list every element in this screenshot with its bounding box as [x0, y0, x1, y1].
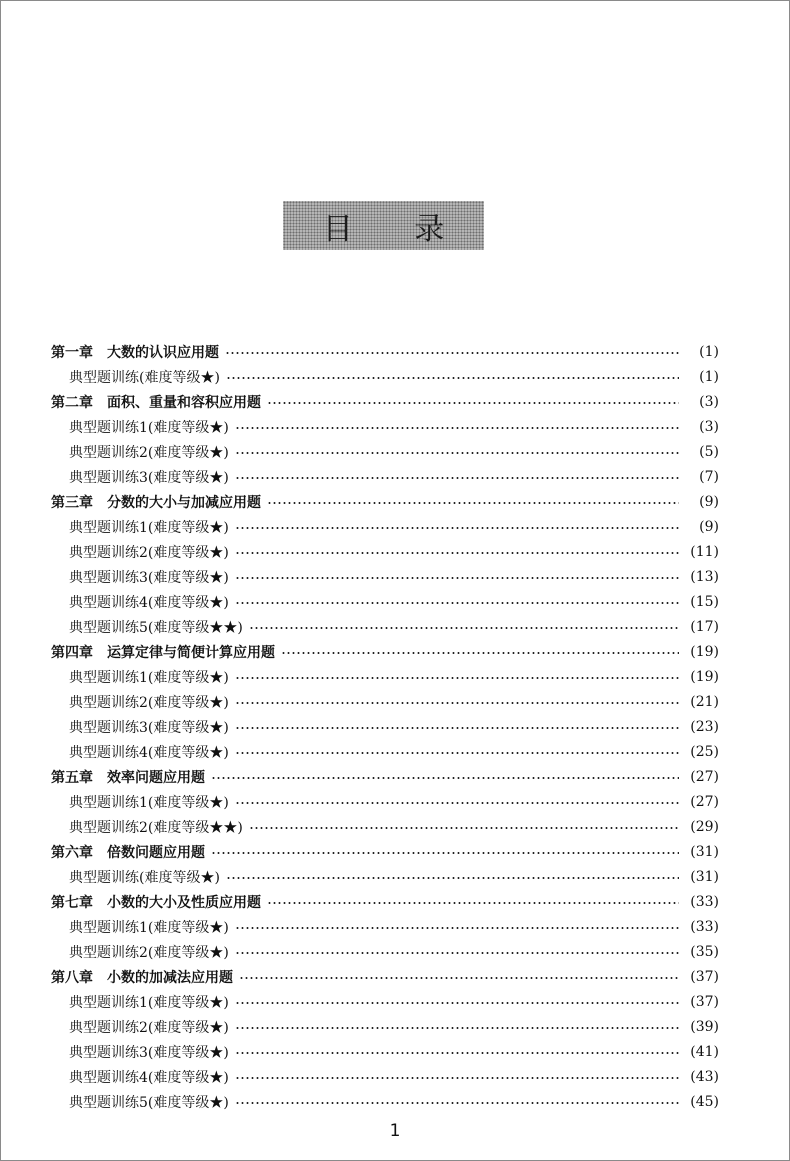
toc-entry-title: 典型题训练1(难度等级★) — [69, 794, 229, 811]
toc-subentry — [51, 439, 719, 464]
toc-subentry — [51, 364, 719, 389]
toc-page-number: (7) — [699, 468, 719, 485]
dot-leader — [267, 902, 679, 904]
toc-subentry — [51, 864, 719, 889]
toc-page-number: (25) — [690, 743, 719, 760]
dot-leader — [235, 802, 679, 804]
dot-leader — [211, 777, 679, 779]
toc-chapter-entry — [51, 839, 719, 864]
dot-leader — [235, 577, 679, 579]
toc-subentry — [51, 989, 719, 1014]
chapter-title: 效率问题应用题 — [107, 769, 205, 786]
toc-entry-title — [51, 342, 219, 362]
toc-subentry — [51, 664, 719, 689]
dot-leader — [235, 677, 679, 679]
toc-page-number: (11) — [690, 543, 719, 560]
toc-subentry — [51, 689, 719, 714]
toc-page-number: (3) — [699, 393, 719, 410]
toc-subentry — [51, 539, 719, 564]
toc-subentry — [51, 414, 719, 439]
toc-page-number: (29) — [690, 818, 719, 835]
toc-entry-title: 典型题训练2(难度等级★) — [69, 444, 229, 461]
dot-leader — [225, 352, 679, 354]
chapter-title: 倍数问题应用题 — [107, 844, 205, 861]
toc-chapter-entry — [51, 489, 719, 514]
chapter-title: 小数的大小及性质应用题 — [107, 894, 261, 911]
toc-entry-title: 典型题训练3(难度等级★) — [69, 1044, 229, 1061]
toc-subentry — [51, 939, 719, 964]
toc-entry-title — [51, 767, 205, 787]
dot-leader — [235, 1052, 679, 1054]
toc-entry-title: 典型题训练5(难度等级★★) — [69, 619, 243, 636]
toc-entry-title: 典型题训练1(难度等级★) — [69, 419, 229, 436]
toc-page-number: (27) — [690, 793, 719, 810]
toc-page-number: (43) — [690, 1068, 719, 1085]
toc-subentry — [51, 589, 719, 614]
toc-entry-title: 典型题训练3(难度等级★) — [69, 469, 229, 486]
toc-subentry — [51, 1089, 719, 1114]
toc-page-number: (1) — [699, 368, 719, 385]
toc-entry-title — [51, 492, 261, 512]
chapter-number: 第六章 — [51, 844, 93, 861]
toc-page-number: (31) — [690, 868, 719, 885]
toc-subentry — [51, 739, 719, 764]
dot-leader — [267, 402, 679, 404]
dot-leader — [249, 827, 679, 829]
dot-leader — [235, 427, 679, 429]
dot-leader — [235, 527, 679, 529]
dot-leader — [281, 652, 679, 654]
dot-leader — [235, 552, 679, 554]
chapter-number: 第八章 — [51, 969, 93, 986]
toc-page-number: (31) — [690, 843, 719, 860]
toc-heading-box — [283, 201, 484, 250]
chapter-number: 第五章 — [51, 769, 93, 786]
dot-leader — [239, 977, 679, 979]
chapter-number: 第一章 — [51, 344, 93, 361]
dot-leader — [235, 477, 679, 479]
dot-leader — [226, 877, 679, 879]
dot-leader — [211, 852, 679, 854]
dot-leader — [235, 1077, 679, 1079]
toc-entry-title — [51, 967, 233, 987]
toc-subentry — [51, 1064, 719, 1089]
toc-page-number: (37) — [690, 993, 719, 1010]
dot-leader — [235, 727, 679, 729]
toc-page-number: (9) — [699, 518, 719, 535]
toc-entry-title: 典型题训练4(难度等级★) — [69, 1069, 229, 1086]
toc-chapter-entry — [51, 339, 719, 364]
toc-chapter-entry — [51, 764, 719, 789]
toc-chapter-entry — [51, 639, 719, 664]
toc-chapter-entry — [51, 889, 719, 914]
toc-page-number: (15) — [690, 593, 719, 610]
dot-leader — [226, 377, 679, 379]
toc-page-number: (33) — [690, 918, 719, 935]
toc-page-number: (13) — [690, 568, 719, 585]
toc-entry-title — [51, 642, 275, 662]
dot-leader — [235, 752, 679, 754]
toc-page-number: (17) — [690, 618, 719, 635]
toc-page-number: (23) — [690, 718, 719, 735]
dot-leader — [235, 952, 679, 954]
toc-entry-title: 典型题训练4(难度等级★) — [69, 744, 229, 761]
dot-leader — [235, 927, 679, 929]
toc-entry-title: 典型题训练4(难度等级★) — [69, 594, 229, 611]
toc-entry-title: 典型题训练1(难度等级★) — [69, 919, 229, 936]
toc-page-number: (1) — [699, 343, 719, 360]
toc-entry-title — [51, 392, 261, 412]
dot-leader — [235, 1002, 679, 1004]
chapter-number: 第二章 — [51, 394, 93, 411]
toc-entry-title: 典型题训练1(难度等级★) — [69, 669, 229, 686]
toc-page-number: (37) — [690, 968, 719, 985]
toc-subentry — [51, 789, 719, 814]
table-of-contents — [51, 339, 719, 1114]
toc-entry-title: 典型题训练2(难度等级★) — [69, 544, 229, 561]
toc-subentry — [51, 714, 719, 739]
toc-subentry — [51, 914, 719, 939]
toc-subentry — [51, 1014, 719, 1039]
toc-subentry — [51, 1039, 719, 1064]
toc-heading: 目 录 — [322, 211, 471, 247]
toc-page-number: (35) — [690, 943, 719, 960]
toc-page-number: (5) — [699, 443, 719, 460]
toc-entry-title — [51, 892, 261, 912]
toc-page-number: (21) — [690, 693, 719, 710]
dot-leader — [235, 1102, 679, 1104]
toc-subentry — [51, 514, 719, 539]
chapter-title: 运算定律与简便计算应用题 — [107, 644, 275, 661]
chapter-title: 面积、重量和容积应用题 — [107, 394, 261, 411]
dot-leader — [235, 1027, 679, 1029]
chapter-title: 小数的加减法应用题 — [107, 969, 233, 986]
toc-chapter-entry — [51, 389, 719, 414]
chapter-title: 大数的认识应用题 — [107, 344, 219, 361]
toc-subentry — [51, 814, 719, 839]
dot-leader — [235, 602, 679, 604]
toc-page-number: (9) — [699, 493, 719, 510]
toc-page-number: (19) — [690, 643, 719, 660]
toc-entry-title: 典型题训练2(难度等级★) — [69, 694, 229, 711]
toc-page-number: (27) — [690, 768, 719, 785]
chapter-number: 第三章 — [51, 494, 93, 511]
chapter-number: 第四章 — [51, 644, 93, 661]
toc-entry-title: 典型题训练2(难度等级★) — [69, 1019, 229, 1036]
page-number: 1 — [389, 1121, 401, 1141]
dot-leader — [267, 502, 679, 504]
toc-page-number: (41) — [690, 1043, 719, 1060]
toc-page-number: (33) — [690, 893, 719, 910]
toc-page-number: (19) — [690, 668, 719, 685]
chapter-title: 分数的大小与加减应用题 — [107, 494, 261, 511]
dot-leader — [235, 702, 679, 704]
toc-entry-title: 典型题训练(难度等级★) — [69, 369, 220, 386]
toc-entry-title: 典型题训练2(难度等级★★) — [69, 819, 243, 836]
toc-page-number: (39) — [690, 1018, 719, 1035]
toc-entry-title: 典型题训练3(难度等级★) — [69, 569, 229, 586]
toc-entry-title: 典型题训练1(难度等级★) — [69, 994, 229, 1011]
dot-leader — [235, 452, 679, 454]
toc-subentry — [51, 564, 719, 589]
toc-chapter-entry — [51, 964, 719, 989]
toc-entry-title — [51, 842, 205, 862]
toc-page-number: (3) — [699, 418, 719, 435]
toc-entry-title: 典型题训练(难度等级★) — [69, 869, 220, 886]
toc-subentry — [51, 464, 719, 489]
toc-entry-title: 典型题训练2(难度等级★) — [69, 944, 229, 961]
toc-entry-title: 典型题训练5(难度等级★) — [69, 1094, 229, 1111]
toc-entry-title: 典型题训练1(难度等级★) — [69, 519, 229, 536]
toc-page-number: (45) — [690, 1093, 719, 1110]
chapter-number: 第七章 — [51, 894, 93, 911]
toc-entry-title: 典型题训练3(难度等级★) — [69, 719, 229, 736]
toc-subentry — [51, 614, 719, 639]
dot-leader — [249, 627, 679, 629]
